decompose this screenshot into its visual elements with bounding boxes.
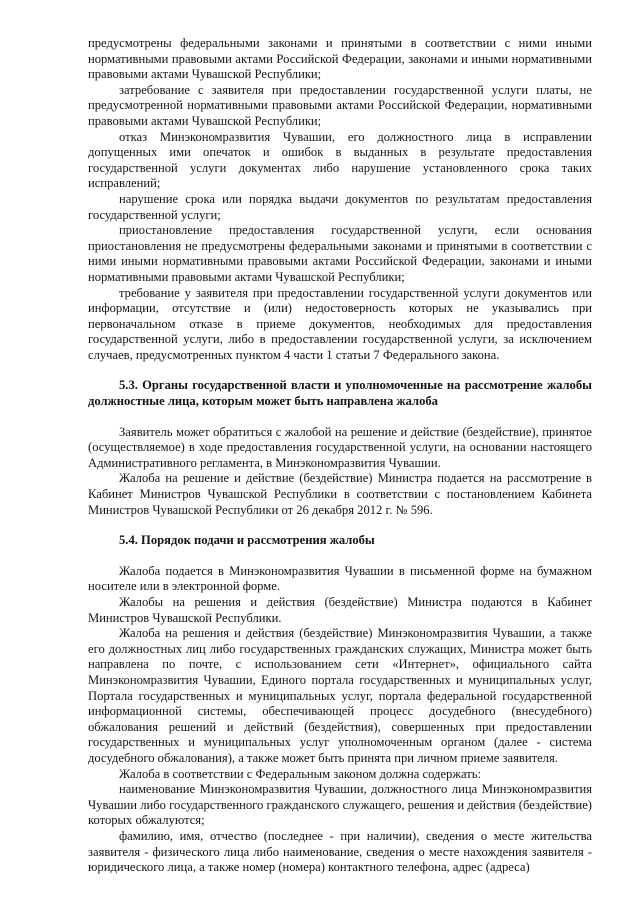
paragraph-5-3-applicant: Заявитель может обратиться с жалобой на решение и действие (бездействие), принятое (осуществляемое) в ходе предоставления государственной услуги, на основании настоящего Административного регламента, в Минэкономразвития Чувашии. bbox=[88, 424, 592, 470]
spacer bbox=[88, 410, 592, 425]
spacer bbox=[88, 518, 592, 533]
section-heading-5-3: 5.3. Органы государственной власти и уполномоченные на рассмотрение жалобы должностные лица, которым может быть направлена жалоба bbox=[88, 378, 592, 409]
spacer bbox=[88, 549, 592, 564]
paragraph-5-4-minister: Жалобы на решения и действия (бездействие) Министра подаются в Кабинет Министров Чувашской Республики. bbox=[88, 595, 592, 625]
paragraph-5-4-name: наименование Минэкономразвития Чувашии, должностного лица Минэкономразвития Чувашии либо государственного гражданского служащего, решения и действия (бездействие) которых обжалуются; bbox=[88, 782, 592, 828]
list-item-fee-demand: затребование с заявителя при предоставлении государственной услуги платы, не предусмотренной нормативными правовыми актами Российской Федерации, нормативными правовыми актами Чувашской Республики; bbox=[88, 82, 592, 128]
list-item-suspension: приостановление предоставления государственной услуги, если основания приостановления не предусмотрены федеральными законами и принятыми в соответствии с ними иными нормативными правовыми актами Российской Федерации, законами и иными нормативными правовыми актами Чувашской Республики; bbox=[88, 223, 592, 284]
list-item-documents-demand: требование у заявителя при предоставлении государственной услуги документов или информации, отсутствие и (или) недостоверность которых не указывались при первоначальном отказе в приеме документов, необходимых для предоставления государственной услуги, либо в предоставлении государственной услуги, за исключением случаев, предусмотренных пунктом 4 части 1 статьи 7 Федерального закона. bbox=[88, 285, 592, 362]
paragraph-5-4-applicant-details: фамилию, имя, отчество (последнее - при наличии), сведения о месте жительства заявителя - физического лица либо наименование, сведения о месте нахождения заявителя - юридического лица, а также номер (номера) контактного телефона, адрес (адреса) bbox=[88, 828, 592, 875]
paragraph-5-4-channels: Жалоба на решения и действия (бездействие) Минэкономразвития Чувашии, а также его должностных лиц либо государственных гражданских служащих, Министра может быть направлена по почте, с использованием сети «Интернет», официального сайта Минэкономразвития Чувашии, Единого портала государственных и муниципальных услуг, Портала государственных и муниципальных услуг, портала федеральной государственной информационной системы, обеспечивающей процесс досудебного (внесудебного) обжалования решений и действий (бездействия), совершенных при предоставлении государственных и муниципальных услуг уполномоченным органом (далее - система досудебного обжалования), а также может быть принята при личном приеме заявителя. bbox=[88, 626, 592, 765]
paragraph-5-4-form: Жалоба подается в Минэкономразвития Чувашии в письменной форме на бумажном носителе или в электронной форме. bbox=[88, 563, 592, 594]
list-item-issuance-violation: нарушение срока или порядка выдачи документов по результатам предоставления государственной услуги; bbox=[88, 191, 592, 222]
list-item-correction-refusal: отказ Минэкономразвития Чувашии, его должностного лица в исправлении допущенных ими опечаток и ошибок в выданных в результате предоставления государственной услуги документах либо нарушение установленного срока таких исправлений; bbox=[88, 129, 592, 191]
list-item-legal-acts: предусмотрены федеральными законами и принятыми в соответствии с ними иными нормативными правовыми актами Российской Федерации, законами и иными нормативными правовыми актами Чувашской Республики; bbox=[88, 36, 592, 82]
section-heading-5-4: 5.4. Порядок подачи и рассмотрения жалобы bbox=[119, 533, 375, 548]
spacer bbox=[88, 363, 592, 378]
paragraph-5-3-cabinet: Жалоба на решение и действие (бездействие) Министра подается на рассмотрение в Кабинет Министров Чувашской Республики в соответствии с постановлением Кабинета Министров Чувашской Республики от 26 декабря 2012 г. № 596. bbox=[88, 471, 592, 517]
paragraph-5-4-contents: Жалоба в соответствии с Федеральным законом должна содержать: bbox=[119, 766, 482, 781]
